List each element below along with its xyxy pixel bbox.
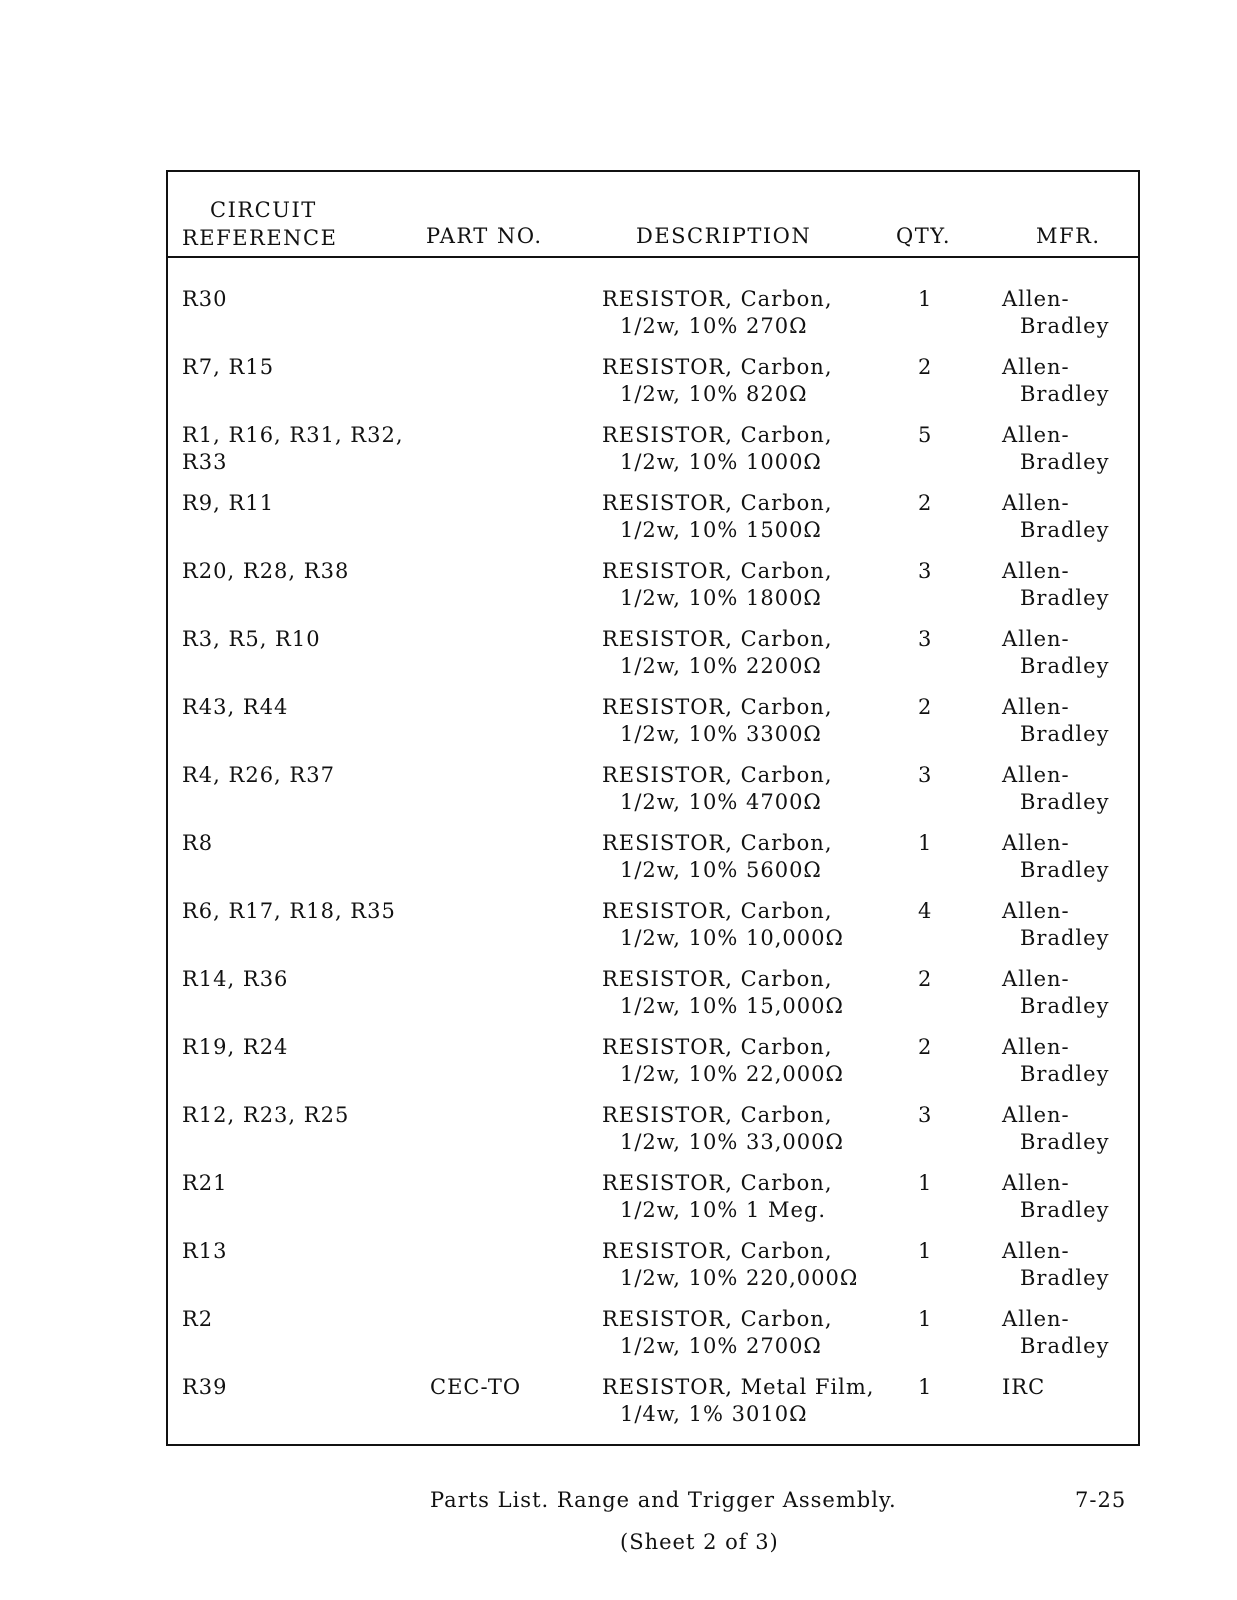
- table-row: [168, 966, 1138, 1034]
- description-cell: [602, 422, 833, 476]
- table-row: [168, 354, 1138, 422]
- description-cell: [602, 1374, 874, 1428]
- header-circuit-line1: CIRCUIT: [210, 198, 317, 222]
- parts-list-table: [166, 170, 1140, 1446]
- quantity: 1: [918, 1375, 933, 1399]
- circuit-reference: R39: [182, 1375, 228, 1399]
- description-line1: RESISTOR, Carbon,: [602, 763, 833, 787]
- manufacturer-line1: Allen-: [1002, 287, 1070, 311]
- manufacturer-cell: [1002, 490, 1109, 544]
- quantity: 2: [918, 355, 933, 379]
- description-line1: RESISTOR, Carbon,: [602, 695, 833, 719]
- table-row: [168, 762, 1138, 830]
- manufacturer-cell: [1002, 966, 1109, 1020]
- manufacturer-cell: [1002, 830, 1109, 884]
- description-line2: 1/2w, 10% 1000Ω: [620, 450, 822, 474]
- manufacturer-line2: Bradley: [1020, 1266, 1110, 1290]
- circuit-reference: R4, R26, R37: [182, 763, 335, 787]
- page-number: 7-25: [1075, 1488, 1127, 1512]
- quantity: 1: [918, 287, 933, 311]
- manufacturer-line1: Allen-: [1002, 627, 1070, 651]
- quantity: 2: [918, 1035, 933, 1059]
- header-circuit-line2: REFERENCE: [182, 226, 338, 250]
- table-row: [168, 1374, 1138, 1442]
- table-row: [168, 1170, 1138, 1238]
- description-cell: [602, 1306, 833, 1360]
- manufacturer-line1: Allen-: [1002, 967, 1070, 991]
- description-line1: RESISTOR, Carbon,: [602, 1307, 833, 1331]
- manufacturer-line2: Bradley: [1020, 586, 1110, 610]
- manufacturer-line2: Bradley: [1020, 1198, 1110, 1222]
- manufacturer-line1: Allen-: [1002, 899, 1070, 923]
- table-row: [168, 830, 1138, 898]
- description-cell: [602, 558, 833, 612]
- circuit-reference: R13: [182, 1239, 228, 1263]
- table-row: [168, 898, 1138, 966]
- table-row: [168, 694, 1138, 762]
- manufacturer-line2: Bradley: [1020, 1334, 1110, 1358]
- description-cell: [602, 626, 833, 680]
- circuit-reference-cell: [182, 1034, 288, 1061]
- manufacturer-line2: Bradley: [1020, 790, 1110, 814]
- quantity: 1: [918, 831, 933, 855]
- description-line2: 1/2w, 10% 3300Ω: [620, 722, 822, 746]
- table-row: [168, 286, 1138, 354]
- description-cell: [602, 1238, 858, 1292]
- circuit-reference: R12, R23, R25: [182, 1103, 350, 1127]
- header-description: DESCRIPTION: [636, 224, 812, 248]
- circuit-reference: R21: [182, 1171, 228, 1195]
- manufacturer-cell: [1002, 1102, 1109, 1156]
- circuit-reference-cell: [182, 1374, 228, 1401]
- circuit-reference: R2: [182, 1307, 214, 1331]
- circuit-reference-cell: [182, 1102, 349, 1129]
- circuit-reference: R14, R36: [182, 967, 289, 991]
- description-line1: RESISTOR, Carbon,: [602, 899, 833, 923]
- quantity: 2: [918, 695, 933, 719]
- description-line1: RESISTOR, Carbon,: [602, 423, 833, 447]
- manufacturer-line2: Bradley: [1020, 926, 1110, 950]
- header-divider: [168, 256, 1138, 258]
- header-mfr: MFR.: [1036, 224, 1101, 248]
- manufacturer-line1: Allen-: [1002, 1035, 1070, 1059]
- description-cell: [602, 830, 833, 884]
- quantity: 5: [918, 423, 933, 447]
- table-row: [168, 1238, 1138, 1306]
- manufacturer-line1: Allen-: [1002, 491, 1070, 515]
- manufacturer-line2: Bradley: [1020, 518, 1110, 542]
- page-caption: Parts List. Range and Trigger Assembly.: [430, 1488, 897, 1512]
- description-line2: 1/2w, 10% 220,000Ω: [620, 1266, 859, 1290]
- manufacturer-cell: [1002, 694, 1109, 748]
- manufacturer-cell: [1002, 1170, 1109, 1224]
- circuit-reference-cell: [182, 422, 404, 476]
- manufacturer-cell: [1002, 1238, 1109, 1292]
- manufacturer-line1: Allen-: [1002, 763, 1070, 787]
- table-row: [168, 558, 1138, 626]
- description-line2: 1/2w, 10% 5600Ω: [620, 858, 822, 882]
- description-line2: 1/2w, 10% 22,000Ω: [620, 1062, 844, 1086]
- description-line1: RESISTOR, Carbon,: [602, 967, 833, 991]
- description-cell: [602, 1170, 833, 1224]
- quantity: 3: [918, 763, 933, 787]
- manufacturer-line2: Bradley: [1020, 450, 1110, 474]
- manufacturer-line2: Bradley: [1020, 994, 1110, 1018]
- circuit-reference: R6, R17, R18, R35: [182, 899, 396, 923]
- description-line1: RESISTOR, Carbon,: [602, 1035, 833, 1059]
- sheet-indicator: (Sheet 2 of 3): [620, 1530, 779, 1554]
- circuit-reference-cell: [182, 966, 288, 993]
- description-line2: 1/2w, 10% 820Ω: [620, 382, 808, 406]
- description-line1: RESISTOR, Carbon,: [602, 1171, 833, 1195]
- circuit-reference-cell: [182, 626, 321, 653]
- description-line1: RESISTOR, Carbon,: [602, 287, 833, 311]
- manufacturer-line2: Bradley: [1020, 314, 1110, 338]
- description-cell: [602, 966, 844, 1020]
- circuit-reference: R3, R5, R10: [182, 627, 321, 651]
- circuit-reference-cell: [182, 1170, 228, 1197]
- circuit-reference-cell: [182, 558, 349, 585]
- description-line2: 1/2w, 10% 1 Meg.: [620, 1198, 827, 1222]
- manufacturer-cell: [1002, 762, 1109, 816]
- quantity: 3: [918, 1103, 933, 1127]
- circuit-reference-cell: [182, 898, 396, 925]
- manufacturer-cell: [1002, 1034, 1109, 1088]
- table-body: [168, 286, 1138, 1442]
- circuit-reference: R9, R11: [182, 491, 275, 515]
- manufacturer-line1: Allen-: [1002, 1171, 1070, 1195]
- quantity: 1: [918, 1171, 933, 1195]
- description-cell: [602, 286, 833, 340]
- description-line1: RESISTOR, Metal Film,: [602, 1375, 875, 1399]
- manufacturer-cell: [1002, 286, 1109, 340]
- circuit-reference-cell: [182, 830, 213, 857]
- manufacturer-line2: Bradley: [1020, 654, 1110, 678]
- description-cell: [602, 898, 844, 952]
- header-qty: QTY.: [896, 224, 952, 248]
- circuit-reference-cell: [182, 490, 274, 517]
- description-line2: 1/2w, 10% 2700Ω: [620, 1334, 822, 1358]
- table-row: [168, 1034, 1138, 1102]
- circuit-reference-cell: [182, 1306, 213, 1333]
- header-part-no: PART NO.: [426, 224, 543, 248]
- description-line2: 1/2w, 10% 4700Ω: [620, 790, 822, 814]
- circuit-reference-cell: [182, 1238, 228, 1265]
- manufacturer-line1: IRC: [1002, 1375, 1046, 1399]
- description-line2: 1/4w, 1% 3010Ω: [620, 1402, 808, 1426]
- description-line2: 1/2w, 10% 15,000Ω: [620, 994, 844, 1018]
- table-row: [168, 626, 1138, 694]
- circuit-reference: R43, R44: [182, 695, 289, 719]
- description-line2: 1/2w, 10% 10,000Ω: [620, 926, 844, 950]
- description-line1: RESISTOR, Carbon,: [602, 559, 833, 583]
- manufacturer-line2: Bradley: [1020, 1062, 1110, 1086]
- quantity: 3: [918, 559, 933, 583]
- description-line2: 1/2w, 10% 1800Ω: [620, 586, 822, 610]
- description-cell: [602, 1034, 844, 1088]
- quantity: 1: [918, 1307, 933, 1331]
- quantity: 2: [918, 491, 933, 515]
- manufacturer-cell: [1002, 898, 1109, 952]
- circuit-reference-cont: R33: [182, 450, 228, 474]
- description-cell: [602, 762, 833, 816]
- quantity: 2: [918, 967, 933, 991]
- circuit-reference: R20, R28, R38: [182, 559, 350, 583]
- description-cell: [602, 354, 833, 408]
- manufacturer-cell: [1002, 422, 1109, 476]
- description-cell: [602, 490, 833, 544]
- circuit-reference: R30: [182, 287, 228, 311]
- description-line1: RESISTOR, Carbon,: [602, 627, 833, 651]
- circuit-reference-cell: [182, 286, 228, 313]
- circuit-reference-cell: [182, 762, 335, 789]
- description-line1: RESISTOR, Carbon,: [602, 491, 833, 515]
- manufacturer-line2: Bradley: [1020, 722, 1110, 746]
- table-row: [168, 490, 1138, 558]
- circuit-reference: R19, R24: [182, 1035, 289, 1059]
- description-cell: [602, 1102, 844, 1156]
- description-cell: [602, 694, 833, 748]
- description-line1: RESISTOR, Carbon,: [602, 1103, 833, 1127]
- manufacturer-cell: [1002, 1306, 1109, 1360]
- manufacturer-line1: Allen-: [1002, 423, 1070, 447]
- manufacturer-line2: Bradley: [1020, 382, 1110, 406]
- description-line2: 1/2w, 10% 270Ω: [620, 314, 808, 338]
- part-no: CEC-TO: [430, 1375, 522, 1399]
- description-line2: 1/2w, 10% 1500Ω: [620, 518, 822, 542]
- circuit-reference-cell: [182, 694, 288, 721]
- manufacturer-cell: [1002, 626, 1109, 680]
- manufacturer-line1: Allen-: [1002, 831, 1070, 855]
- description-line2: 1/2w, 10% 33,000Ω: [620, 1130, 844, 1154]
- description-line1: RESISTOR, Carbon,: [602, 355, 833, 379]
- manufacturer-line1: Allen-: [1002, 559, 1070, 583]
- manufacturer-cell: [1002, 1374, 1045, 1401]
- circuit-reference: R1, R16, R31, R32,: [182, 423, 404, 447]
- manufacturer-line1: Allen-: [1002, 695, 1070, 719]
- table-row: [168, 1306, 1138, 1374]
- manufacturer-line1: Allen-: [1002, 1239, 1070, 1263]
- header-circuit-reference: [182, 196, 337, 252]
- manufacturer-line1: Allen-: [1002, 1103, 1070, 1127]
- manufacturer-line1: Allen-: [1002, 355, 1070, 379]
- description-line1: RESISTOR, Carbon,: [602, 831, 833, 855]
- quantity: 1: [918, 1239, 933, 1263]
- manufacturer-line1: Allen-: [1002, 1307, 1070, 1331]
- circuit-reference: R7, R15: [182, 355, 275, 379]
- manufacturer-line2: Bradley: [1020, 858, 1110, 882]
- manufacturer-cell: [1002, 354, 1109, 408]
- description-line1: RESISTOR, Carbon,: [602, 1239, 833, 1263]
- table-row: [168, 1102, 1138, 1170]
- quantity: 4: [918, 899, 933, 923]
- manufacturer-line2: Bradley: [1020, 1130, 1110, 1154]
- circuit-reference-cell: [182, 354, 274, 381]
- table-row: [168, 422, 1138, 490]
- description-line2: 1/2w, 10% 2200Ω: [620, 654, 822, 678]
- quantity: 3: [918, 627, 933, 651]
- circuit-reference: R8: [182, 831, 214, 855]
- manufacturer-cell: [1002, 558, 1109, 612]
